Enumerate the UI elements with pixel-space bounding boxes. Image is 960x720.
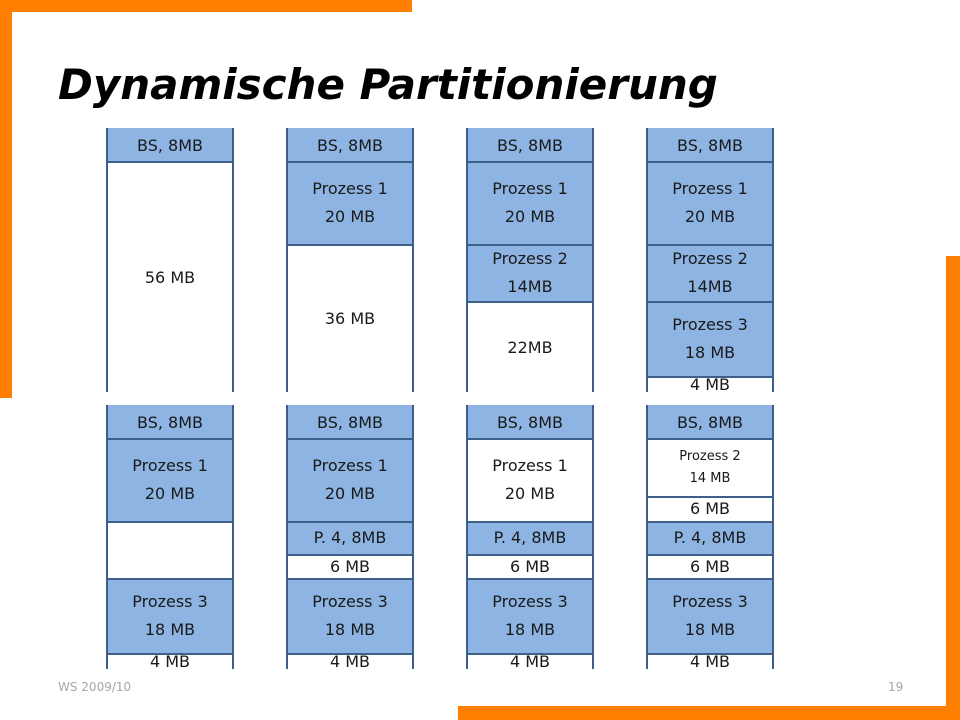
segment-label: 22MB [507, 337, 553, 357]
segment-label: Prozess 3 [672, 315, 748, 335]
segment-label: Prozess 3 [312, 592, 388, 612]
segment-label: Prozess 1 [312, 456, 388, 476]
process-segment [648, 161, 772, 244]
segment-label: BS, 8MB [497, 135, 563, 155]
segment-label: Prozess 2 [672, 249, 748, 269]
accent-bar-left [0, 0, 12, 398]
segment-label: 20 MB [324, 207, 376, 227]
segment-label: 18 MB [684, 620, 736, 640]
accent-bar-right [946, 256, 960, 720]
os-segment [108, 405, 232, 440]
accent-bar-top [0, 0, 412, 12]
segment-label: BS, 8MB [497, 412, 563, 432]
memory-column-7 [466, 405, 594, 669]
accent-bar-bottom [458, 706, 960, 720]
segment-label: Prozess 3 [492, 592, 568, 612]
os-segment [288, 128, 412, 163]
process-segment [288, 161, 412, 244]
os-segment [648, 405, 772, 440]
segment-label: P. 4, 8MB [493, 528, 567, 547]
segment-label: 6 MB [509, 556, 551, 576]
segment-label: 18 MB [504, 620, 556, 640]
process-segment [288, 521, 412, 554]
segment-label: 6 MB [329, 556, 371, 576]
process-segment [288, 438, 412, 521]
free-segment [108, 521, 232, 579]
segment-label: 6 MB [689, 556, 731, 576]
segment-label: 56 MB [144, 267, 196, 287]
process-segment [468, 521, 592, 554]
free-segment [648, 376, 772, 393]
segment-label: Prozess 2 [679, 448, 741, 464]
process-segment [468, 578, 592, 652]
segment-label: 20 MB [504, 484, 556, 504]
segment-label: 20 MB [684, 207, 736, 227]
segment-label: Prozess 1 [492, 456, 568, 476]
os-segment [468, 128, 592, 163]
segment-label: Prozess 3 [672, 592, 748, 612]
memory-column-2 [286, 128, 414, 392]
segment-label: 20 MB [144, 484, 196, 504]
page-number: 19 [888, 680, 904, 694]
segment-label: 14 MB [689, 470, 731, 486]
segment-label: Prozess 1 [492, 179, 568, 199]
segment-label: 36 MB [324, 308, 376, 328]
os-segment [288, 405, 412, 440]
segment-label: 4 MB [149, 652, 191, 669]
free-segment [648, 496, 772, 521]
memory-column-1 [106, 128, 234, 392]
segment-label: BS, 8MB [137, 135, 203, 155]
free-segment [288, 244, 412, 393]
process-segment [648, 578, 772, 652]
segment-label: 4 MB [689, 652, 731, 669]
segment-label: Prozess 3 [132, 592, 208, 612]
segment-label: Prozess 2 [492, 249, 568, 269]
memory-column-8 [646, 405, 774, 669]
free-segment [288, 554, 412, 579]
process-segment [468, 244, 592, 302]
segment-label: Prozess 1 [312, 179, 388, 199]
os-segment [648, 128, 772, 163]
segment-label: 18 MB [324, 620, 376, 640]
segment-label: 14MB [507, 277, 553, 297]
free-segment [648, 438, 772, 496]
process-segment [468, 161, 592, 244]
segment-label: BS, 8MB [317, 412, 383, 432]
memory-column-4 [646, 128, 774, 392]
memory-column-3 [466, 128, 594, 392]
segment-label: 20 MB [324, 484, 376, 504]
segment-label: BS, 8MB [677, 135, 743, 155]
footer-semester: WS 2009/10 [58, 680, 132, 694]
segment-label: 18 MB [684, 343, 736, 363]
segment-label: 4 MB [509, 652, 551, 669]
memory-column-6 [286, 405, 414, 669]
segment-label: 6 MB [689, 499, 731, 519]
free-segment [468, 438, 592, 521]
segment-label: 14MB [687, 277, 733, 297]
free-segment [648, 554, 772, 579]
free-segment [108, 161, 232, 392]
process-segment [648, 521, 772, 554]
segment-label: P. 4, 8MB [313, 528, 387, 547]
segment-label: Prozess 1 [672, 179, 748, 199]
process-segment [648, 244, 772, 302]
process-segment [108, 438, 232, 521]
os-segment [108, 128, 232, 163]
free-segment [468, 554, 592, 579]
memory-column-5 [106, 405, 234, 669]
slide-title: Dynamische Partitionierung [58, 60, 718, 109]
segment-label: BS, 8MB [137, 412, 203, 432]
process-segment [108, 578, 232, 652]
segment-label: BS, 8MB [677, 412, 743, 432]
os-segment [468, 405, 592, 440]
free-segment [108, 653, 232, 670]
free-segment [468, 653, 592, 670]
process-segment [648, 301, 772, 375]
segment-label: P. 4, 8MB [673, 528, 747, 547]
free-segment [288, 653, 412, 670]
free-segment [468, 301, 592, 392]
segment-label: 20 MB [504, 207, 556, 227]
segment-label: Prozess 1 [132, 456, 208, 476]
segment-label: 4 MB [329, 652, 371, 669]
segment-label: 4 MB [689, 375, 731, 392]
process-segment [288, 578, 412, 652]
segment-label: BS, 8MB [317, 135, 383, 155]
free-segment [648, 653, 772, 670]
segment-label: 18 MB [144, 620, 196, 640]
